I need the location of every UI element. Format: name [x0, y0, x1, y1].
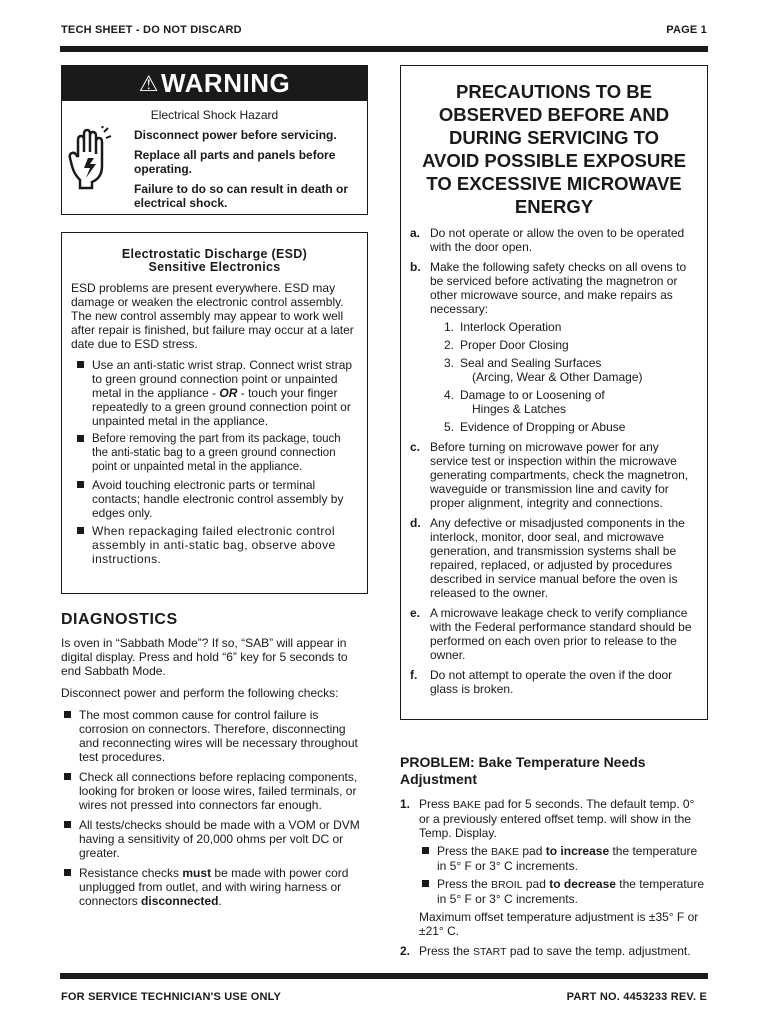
- safety-check-cont: (Arcing, Wear & Other Damage): [472, 370, 643, 384]
- step-sub-list: [419, 844, 708, 906]
- precautions-box: [400, 65, 708, 720]
- precaution-text: Before turning on microwave power for any service test or inspection within the microwave generating compartments, check the magnetron, waveguide or transmission line and cavity for proper alignment, integrity and connections.: [430, 440, 689, 510]
- esd-bullet: [74, 432, 359, 474]
- diagnostics-bullet-text: All tests/checks should be made with a VOM or DVM having a sensitivity of 20,000 ohms per volt DC or greater.: [79, 818, 360, 860]
- warning-banner: [62, 66, 367, 101]
- step-sub-item: [419, 877, 708, 906]
- bullet-square-icon: [77, 361, 84, 368]
- step-text: Press: [419, 797, 454, 811]
- precaution-item: [410, 668, 699, 696]
- shock-hazard-hand-icon: [68, 126, 112, 190]
- diagnostics-body: [61, 636, 366, 914]
- diagnostics-bullet-text: be made with power cord unplugged from outlet, and with wiring harness or connectors: [79, 866, 349, 908]
- precaution-text: Any defective or misadjusted components in the interlock, monitor, door seal, and microwave generation, and transmission systems shall be repaired, replaced, or adjusted by procedures described in service manual before the oven is released to the owner.: [430, 516, 685, 600]
- esd-or-text: OR: [219, 386, 238, 400]
- safety-check-item: [430, 388, 699, 416]
- precaution-letter: e.: [410, 606, 421, 620]
- esd-title-line: Sensitive Electronics: [148, 260, 281, 274]
- safety-check-text: Proper Door Closing: [460, 338, 569, 352]
- step-sub-item: [419, 844, 708, 873]
- safety-check-item: [430, 420, 699, 434]
- esd-box: [61, 232, 368, 594]
- warning-lines: [134, 128, 359, 216]
- step-text: Press the: [419, 944, 474, 958]
- diagnostics-bullet: [61, 866, 366, 908]
- bullet-square-icon: [422, 880, 429, 887]
- safety-check-text: Evidence of Dropping or Abuse: [460, 420, 626, 434]
- step-sub-text: Press the: [437, 877, 492, 891]
- start-key-label: START: [473, 946, 507, 958]
- part-number: PART NO. 4453233 REV. E: [566, 991, 707, 1003]
- esd-bullet: [74, 524, 359, 566]
- esd-bullet-text: - touch your finger repeatedly to a green ground connection point or unpainted metal in the appliance.: [92, 386, 351, 428]
- esd-bullet-text: Before removing the part from its package, touch the anti-static bag to a green ground connection point or unpainted metal in the appliance.: [92, 433, 341, 473]
- esd-list: [74, 358, 359, 570]
- safety-check-num: 2.: [444, 338, 455, 352]
- warning-line: Disconnect power before servicing.: [134, 128, 337, 142]
- bullet-square-icon: [64, 821, 71, 828]
- step-sub-text: pad: [522, 877, 550, 891]
- step-number: 1.: [400, 797, 411, 811]
- precaution-letter: a.: [410, 226, 421, 240]
- diagnostics-para: Is oven in “Sabbath Mode”? If so, “SAB” will appear in digital display. Press and hold “6” key for 5 seconds to end Sabbath Mode.: [61, 636, 348, 678]
- precaution-item: [410, 226, 699, 254]
- increase-text: to increase: [545, 844, 610, 858]
- esd-bullet-text: When repackaging failed electronic control assembly in anti-static bag, observe above instructions.: [92, 524, 336, 566]
- bullet-square-icon: [77, 481, 84, 488]
- decrease-text: to decrease: [549, 877, 616, 891]
- diagnostics-bullet-text: Resistance checks: [79, 866, 183, 880]
- safety-check-num: 3.: [444, 356, 455, 370]
- header-title: TECH SHEET - DO NOT DISCARD: [61, 24, 242, 36]
- step-sub-text: the temperature in 5° F or 3° C increments.: [437, 877, 705, 906]
- step-text: pad for 5 seconds. The default temp. 0° or a previously entered offset temp. will show in the Temp. Display.: [419, 797, 695, 840]
- step-sub-text: pad: [519, 844, 546, 858]
- safety-check-num: 4.: [444, 388, 455, 402]
- bullet-square-icon: [77, 435, 84, 442]
- step-number: 2.: [400, 944, 411, 958]
- safety-check-item: [430, 356, 699, 384]
- diagnostics-disconnected-text: disconnected: [141, 894, 219, 908]
- page-number: PAGE 1: [666, 24, 707, 36]
- problem-step: [400, 797, 708, 938]
- warning-subtitle: Electrical Shock Hazard: [150, 108, 279, 122]
- safety-check-num: 5.: [444, 420, 455, 434]
- safety-check-text: Seal and Sealing Surfaces: [460, 356, 602, 370]
- esd-title-line: Electrostatic Discharge (ESD): [121, 247, 308, 261]
- step-text: pad to save the temp. adjustment.: [506, 944, 691, 958]
- max-offset-note: Maximum offset temperature adjustment is ±35° F or ±21° C.: [419, 910, 699, 938]
- diagnostics-bullet: [61, 708, 366, 764]
- precaution-item: [410, 606, 699, 662]
- diagnostics-must-text: must: [182, 866, 212, 880]
- esd-bullet: [74, 358, 359, 428]
- safety-check-item: [430, 320, 699, 334]
- precaution-letter: c.: [410, 440, 421, 454]
- esd-intro: ESD problems are present everywhere. ESD may damage or weaken the electronic control assembly. The new control assembly may appear to work well after repair is finished, but failure may occur at a later date due to ESD stress.: [71, 281, 354, 351]
- step-sub-text: the temperature in 5° F or 3° C increments.: [437, 844, 698, 873]
- diagnostics-bullet-text: .: [218, 894, 222, 908]
- bullet-square-icon: [64, 711, 71, 718]
- bullet-square-icon: [77, 527, 84, 534]
- header-rule: [60, 46, 708, 52]
- footer-rule: [60, 973, 708, 979]
- esd-title: [62, 248, 367, 274]
- problem-body: [400, 797, 708, 965]
- precaution-text: Do not attempt to operate the oven if the door glass is broken.: [430, 668, 673, 696]
- diagnostics-list: [61, 708, 366, 908]
- safety-check-cont: Hinges & Latches: [472, 402, 567, 416]
- esd-bullet-text: Avoid touching electronic parts or terminal contacts; handle electronic control assembly by edges only.: [92, 478, 344, 520]
- safety-checks-list: [430, 320, 699, 434]
- precaution-text: A microwave leakage check to verify compliance with the Federal performance standard should be performed on each oven prior to release to the owner.: [430, 606, 692, 662]
- diagnostics-bullet-text: The most common cause for control failure is corrosion on connectors. Therefore, disconnecting and reconnecting wires will be necessary throughout test procedures.: [79, 708, 358, 764]
- bake-key-label: BAKE: [491, 846, 520, 858]
- warning-line: Failure to do so can result in death or electrical shock.: [134, 182, 349, 210]
- precaution-item: [410, 260, 699, 434]
- precaution-item: [410, 440, 699, 510]
- safety-check-item: [430, 338, 699, 352]
- precaution-item: [410, 516, 699, 600]
- bullet-square-icon: [64, 773, 71, 780]
- precaution-text: Do not operate or allow the oven to be operated with the door open.: [430, 226, 685, 254]
- warning-triangle-icon: ⚠: [138, 70, 160, 96]
- diagnostics-bullet-text: Check all connections before replacing components, looking for broken or loose wires, failed terminals, or wires not pressed into connectors far enough.: [79, 770, 358, 812]
- precautions-title: PRECAUTIONS TO BE OBSERVED BEFORE AND DURING SERVICING TO AVOID POSSIBLE EXPOSURE TO EXCESSIVE MICROWAVE ENERGY: [422, 81, 686, 217]
- bullet-square-icon: [422, 847, 429, 854]
- safety-check-text: Interlock Operation: [460, 320, 562, 334]
- precaution-letter: f.: [410, 668, 418, 682]
- step-sub-text: Press the: [437, 844, 492, 858]
- safety-check-num: 1.: [444, 320, 455, 334]
- diagnostics-bullet: [61, 770, 366, 812]
- esd-bullet-text: Use an anti-static wrist strap. Connect wrist strap to green ground connection point or unpainted metal in the appliance -: [92, 358, 353, 400]
- broil-key-label: BROIL: [491, 879, 523, 891]
- precaution-letter: d.: [410, 516, 421, 530]
- warning-banner-text: WARNING: [161, 68, 291, 98]
- warning-line: Replace all parts and panels before operating.: [134, 148, 336, 176]
- bullet-square-icon: [64, 869, 71, 876]
- bake-key-label: BAKE: [453, 799, 482, 811]
- precautions-list: [410, 226, 699, 702]
- precaution-text: Make the following safety checks on all ovens to be serviced before activating the magnetron or other microwave source, and make repairs as necessary:: [430, 260, 687, 316]
- esd-bullet: [74, 478, 359, 520]
- diagnostics-heading: DIAGNOSTICS: [61, 611, 178, 628]
- diagnostics-para: Disconnect power and perform the following checks:: [61, 686, 339, 700]
- diagnostics-bullet: [61, 818, 366, 860]
- warning-box: [61, 65, 368, 215]
- problem-heading: PROBLEM: Bake Temperature Needs Adjustment: [400, 754, 646, 787]
- safety-check-text: Damage to or Loosening of: [460, 388, 605, 402]
- footer-left: FOR SERVICE TECHNICIAN'S USE ONLY: [61, 991, 282, 1003]
- problem-step: [400, 944, 708, 959]
- precaution-letter: b.: [410, 260, 421, 274]
